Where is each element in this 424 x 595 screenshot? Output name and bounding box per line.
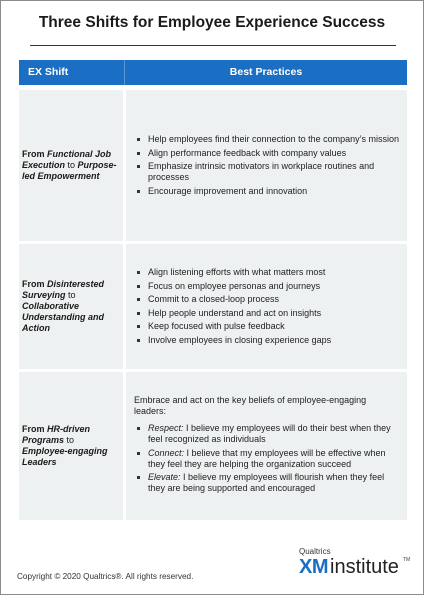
practices-intro: Embrace and act on the key beliefs of employee-engaging leaders: bbox=[134, 395, 367, 417]
copyright-text: Copyright © 2020 Qualtrics®. All rights reserved. bbox=[17, 572, 194, 581]
practices-cell bbox=[126, 244, 407, 369]
list-item: Connect: I believe that my employees will be effective when they feel they are helping the organization succeed bbox=[134, 448, 399, 470]
shift-to: Employee-engaging Leaders bbox=[22, 446, 108, 467]
list-item: Help people understand and act on insights bbox=[134, 308, 399, 319]
list-item: Encourage improvement and innovation bbox=[134, 186, 399, 197]
list-item: Elevate: I believe my employees will flourish when they feel they are being supported and encouraged bbox=[134, 472, 399, 494]
shift-from: Functional Job Execution bbox=[22, 149, 112, 170]
shift-cell bbox=[19, 90, 122, 241]
xm-institute-logo bbox=[299, 547, 409, 587]
logo-institute: institute bbox=[330, 556, 399, 578]
practices-cell bbox=[126, 90, 407, 241]
list-item: Involve employees in closing experience gaps bbox=[134, 335, 399, 346]
list-item: Respect: I believe my employees will do their best when they feel recognized as individuals bbox=[134, 423, 399, 445]
header-ex-shift: EX Shift bbox=[28, 66, 69, 78]
shift-to: Purpose-led Empowerment bbox=[22, 160, 117, 181]
header-best-practices: Best Practices bbox=[229, 66, 303, 78]
list-item: Align listening efforts with what matters most bbox=[134, 267, 399, 278]
logo-trademark: TM bbox=[403, 557, 411, 563]
shift-label bbox=[19, 424, 122, 468]
shift-prefix: From bbox=[22, 149, 48, 159]
shift-prefix: From bbox=[22, 279, 48, 289]
table-row bbox=[19, 244, 407, 369]
shift-label bbox=[19, 149, 122, 182]
shift-to-word: to bbox=[65, 160, 78, 170]
list-item: Emphasize intrinsic motivators in workplace routines and processes bbox=[134, 161, 399, 183]
shift-to-word: to bbox=[64, 435, 75, 445]
shift-to-word: to bbox=[65, 290, 76, 300]
logo-xm: XM bbox=[299, 556, 328, 578]
list-item: Help employees find their connection to the company’s mission bbox=[134, 134, 399, 145]
belief-lead: Elevate: bbox=[148, 472, 181, 483]
list-item: Align performance feedback with company values bbox=[134, 148, 399, 159]
practices-cell bbox=[126, 372, 407, 520]
page-title: Three Shifts for Employee Experience Success bbox=[38, 14, 386, 31]
logo-brand: Qualtrics bbox=[299, 547, 331, 556]
shift-to: Collaborative Understanding and Action bbox=[22, 301, 105, 333]
table-header bbox=[19, 60, 407, 85]
title-divider bbox=[30, 45, 396, 46]
list-item: Keep focused with pulse feedback bbox=[134, 321, 399, 332]
shift-label bbox=[19, 279, 122, 334]
practices-list bbox=[134, 132, 399, 200]
shift-from: HR-driven Programs bbox=[22, 424, 91, 445]
list-item: Focus on employee personas and journeys bbox=[134, 281, 399, 292]
shift-cell bbox=[19, 244, 122, 369]
belief-lead: Connect: bbox=[148, 447, 185, 458]
shift-prefix: From bbox=[22, 424, 48, 434]
practices-list bbox=[134, 420, 399, 496]
practices-list bbox=[134, 264, 399, 348]
shift-cell bbox=[19, 372, 122, 520]
list-item: Commit to a closed-loop process bbox=[134, 294, 399, 305]
belief-lead: Respect: bbox=[148, 422, 184, 433]
shift-from: Disinterested Surveying bbox=[22, 279, 105, 300]
table-row bbox=[19, 90, 407, 241]
table-row bbox=[19, 372, 407, 520]
